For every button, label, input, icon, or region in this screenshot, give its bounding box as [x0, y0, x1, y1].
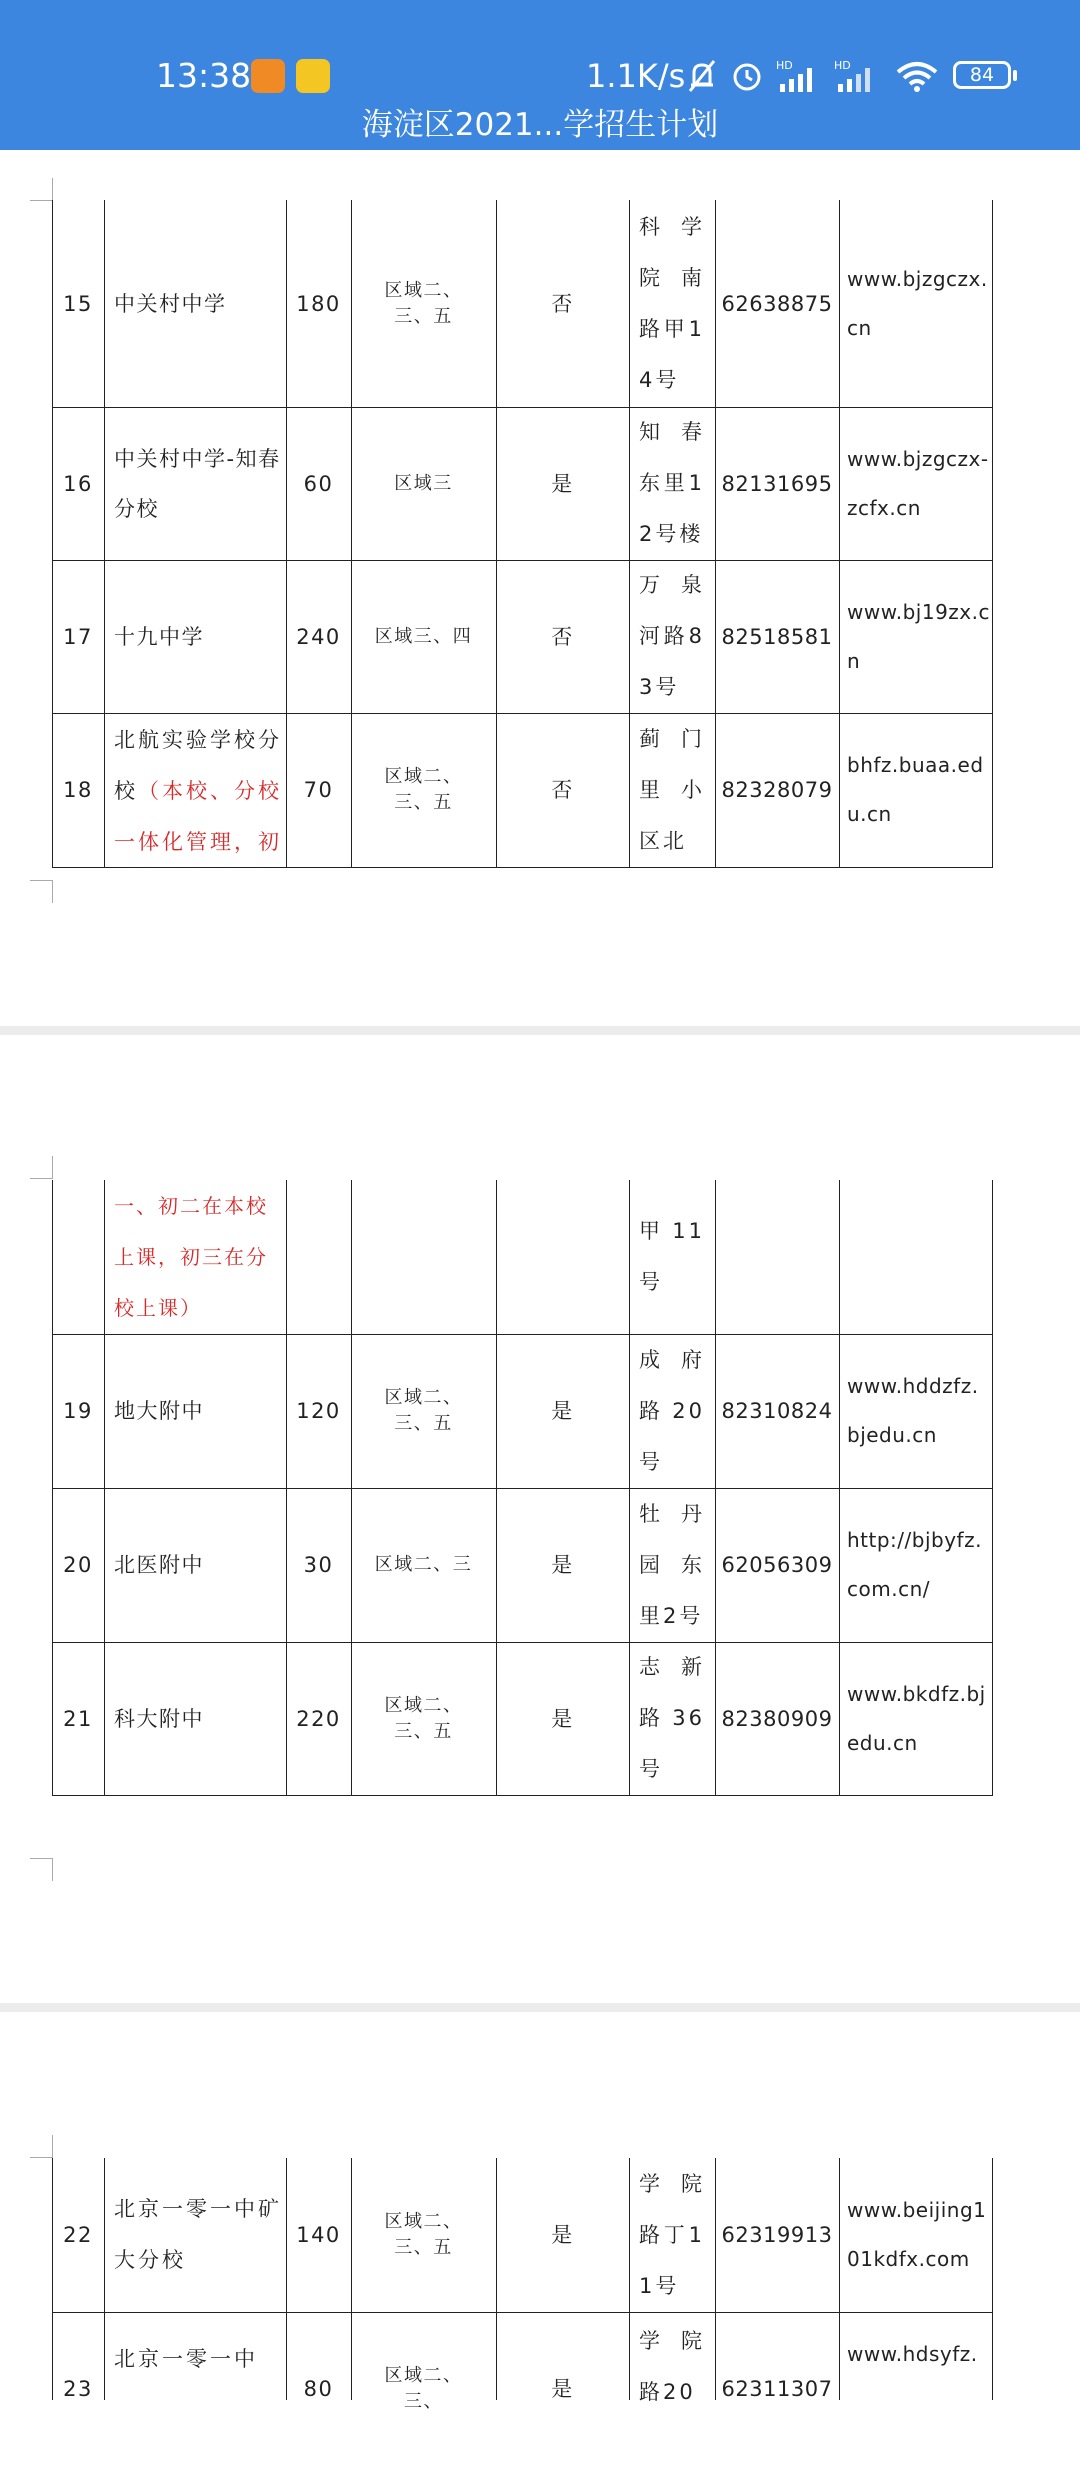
phone: 82380909 — [721, 1706, 833, 1731]
school-name: 地大附中 — [114, 1399, 204, 1423]
status-bar — [0, 52, 1080, 102]
table-row — [0, 407, 1080, 560]
region: 区域三、四 — [374, 625, 473, 647]
yes-no: 否 — [551, 778, 574, 802]
region: 区域二、三、五 — [384, 766, 463, 813]
phone: 62056309 — [721, 1553, 833, 1577]
address: 知春东里12号楼 — [639, 420, 705, 546]
row-index: 20 — [63, 1553, 93, 1577]
enroll-count: 60 — [303, 471, 334, 496]
phone: 62319913 — [721, 2223, 833, 2247]
table-row — [0, 2312, 1080, 2466]
table-row — [0, 713, 1080, 867]
svg-text:HD: HD — [834, 59, 851, 72]
enroll-count: 120 — [296, 1399, 341, 1423]
region: 区域二、三、五 — [384, 279, 463, 327]
school-name: 中关村中学-知春分校 — [114, 446, 281, 521]
address: 蓟门里小区北 — [639, 726, 705, 853]
table-row — [0, 560, 1080, 713]
alarm-icon — [730, 58, 764, 94]
school-table-page-2 — [0, 1180, 1080, 1796]
address: 学院路20 — [639, 2329, 705, 2404]
row-index: 15 — [63, 291, 93, 316]
website-link[interactable]: bhfz.buaa.edu.cn — [847, 753, 984, 826]
region: 区域二、三、五 — [384, 2211, 463, 2258]
page-corner-mark — [30, 178, 53, 201]
website-link[interactable]: www.hdsyfz. — [847, 2342, 978, 2366]
enroll-count: 180 — [296, 291, 341, 316]
battery-icon: 84 — [953, 61, 1011, 89]
school-name: 北京一零一中矿大分校 — [114, 2197, 282, 2272]
app-orange-icon — [251, 59, 285, 93]
school-name: 北医附中 — [114, 1553, 204, 1577]
address: 甲11号 — [639, 1219, 705, 1294]
row-index: 19 — [63, 1399, 93, 1423]
enroll-count: 140 — [296, 2223, 341, 2247]
mute-bell-icon — [686, 58, 718, 94]
yes-no: 是 — [551, 2377, 574, 2401]
region: 区域三 — [394, 472, 453, 494]
website-link[interactable]: www.hddzfz.bjedu.cn — [847, 1374, 979, 1447]
row-index: 16 — [63, 471, 93, 496]
page-corner-mark — [30, 1858, 53, 1881]
enroll-count: 240 — [296, 624, 341, 649]
enroll-count: 30 — [303, 1553, 334, 1577]
address: 科学院南路甲14号 — [639, 214, 705, 392]
website-link[interactable]: www.bj19zx.cn — [847, 599, 990, 673]
phone: 82328079 — [721, 778, 833, 802]
phone: 62638875 — [721, 291, 833, 316]
page-corner-mark — [30, 1156, 53, 1179]
region: 区域二、三、 — [384, 2365, 463, 2412]
phone: 82310824 — [721, 1399, 833, 1423]
table-row — [0, 200, 1080, 407]
phone: 82518581 — [721, 624, 833, 649]
address: 牡丹园东里2号 — [639, 1501, 705, 1628]
address: 成府路20号 — [639, 1347, 705, 1474]
yes-no: 是 — [551, 1399, 574, 1423]
page-corner-mark — [30, 2135, 53, 2158]
enroll-count: 220 — [296, 1706, 341, 1731]
app-yellow-icon — [296, 59, 330, 93]
school-note: 一、初二在本校上课，初三在分校上课） — [114, 1193, 268, 1320]
phone: 82131695 — [721, 471, 833, 496]
status-time: 13:38 — [156, 56, 252, 95]
yes-no: 是 — [551, 471, 574, 496]
table-row — [0, 1334, 1080, 1488]
enroll-count: 80 — [303, 2377, 334, 2401]
address: 学院路丁11号 — [639, 2171, 705, 2298]
page-separator — [0, 2003, 1080, 2012]
row-index: 17 — [63, 624, 93, 649]
table-row — [0, 1642, 1080, 1795]
address: 万泉河路83号 — [639, 573, 705, 699]
address: 志新路36号 — [639, 1655, 705, 1781]
school-note: （本校、分校一体化管理，初 — [114, 779, 282, 854]
yes-no: 否 — [551, 624, 574, 649]
row-index: 18 — [63, 778, 93, 802]
table-row — [0, 1180, 1080, 1334]
website-link[interactable]: www.bkdfz.bjedu.cn — [847, 1681, 986, 1755]
enroll-count: 70 — [303, 778, 334, 802]
website-link[interactable]: www.bjzgczx.cn — [847, 266, 988, 340]
row-index: 21 — [63, 1706, 93, 1731]
yes-no: 是 — [551, 2223, 574, 2247]
hd-signal-icon — [834, 58, 884, 94]
page-separator — [0, 1026, 1080, 1035]
net-speed: 1.1K/s — [586, 57, 686, 95]
school-name: 北京一零一中 — [114, 2347, 258, 2371]
website-link[interactable]: www.beijing101kdfx.com — [847, 2198, 987, 2271]
region: 区域二、三 — [374, 1554, 473, 1575]
region: 区域二、三、五 — [384, 1694, 463, 1742]
website-link[interactable]: www.bjzgczx-zcfx.cn — [847, 446, 989, 520]
table-row — [0, 1488, 1080, 1642]
phone: 62311307 — [721, 2377, 833, 2401]
wifi-icon — [895, 58, 939, 94]
svg-text:HD: HD — [776, 59, 793, 72]
yes-no: 是 — [551, 1706, 574, 1731]
website-link[interactable]: http://bjbyfz.com.cn/ — [847, 1528, 982, 1601]
app-header — [0, 0, 1080, 150]
page-corner-mark — [30, 880, 53, 903]
school-table-page-3 — [0, 2158, 1080, 2412]
row-index: 23 — [63, 2377, 93, 2401]
hd-signal-icon — [776, 58, 826, 94]
row-index: 22 — [63, 2223, 93, 2247]
yes-no: 否 — [551, 291, 574, 316]
page-title: 海淀区2021...学招生计划 — [361, 107, 719, 143]
school-name: 科大附中 — [114, 1706, 204, 1731]
yes-no: 是 — [551, 1553, 574, 1577]
school-name: 十九中学 — [114, 624, 204, 649]
table-row — [0, 2158, 1080, 2312]
region: 区域二、三、五 — [384, 1387, 463, 1434]
school-name: 中关村中学 — [114, 291, 227, 316]
school-table-page-1 — [0, 200, 1080, 868]
school-name: 北航实验学校分校 — [114, 728, 282, 803]
